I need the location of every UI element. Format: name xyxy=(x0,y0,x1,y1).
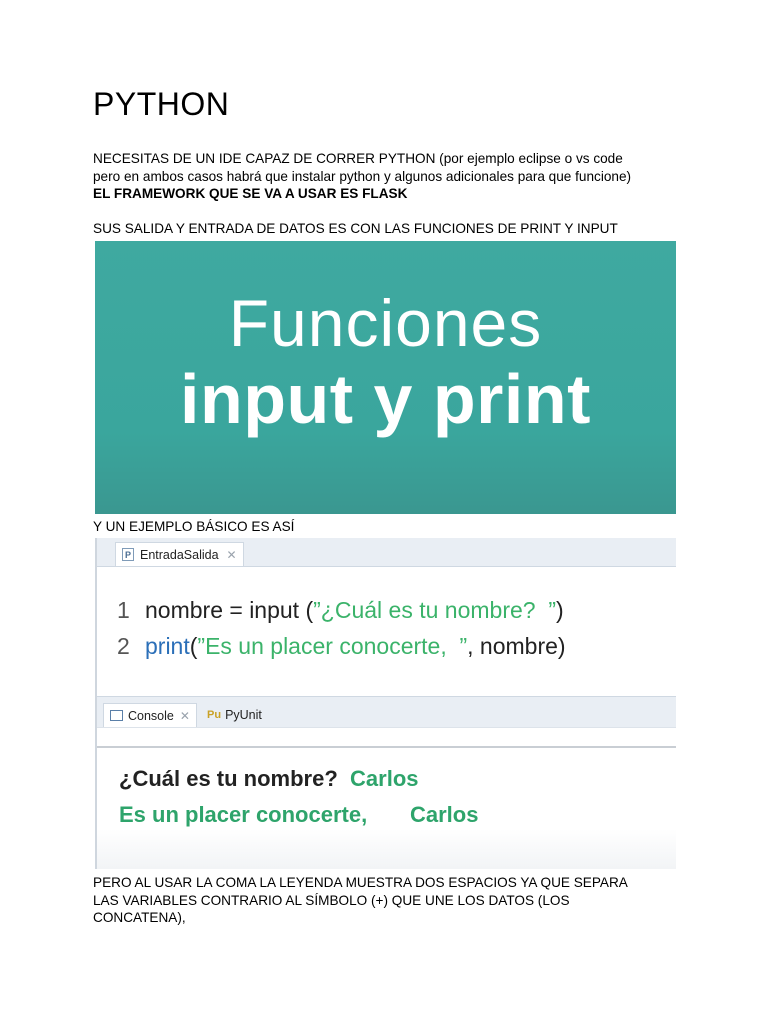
editor-tabbar xyxy=(97,538,676,567)
close-icon: ✕ xyxy=(179,708,190,723)
bottom-fade xyxy=(97,829,676,869)
console-output-greeting xyxy=(119,802,478,828)
closing-line-2: LAS VARIABLES CONTRARIO AL SÍMBOLO (+) QUE UNE LOS DATOS (LOS xyxy=(93,892,570,908)
io-paragraph: SUS SALIDA Y ENTRADA DE DATOS ES CON LAS FUNCIONES DE PRINT Y INPUT xyxy=(93,221,618,236)
code-keyword: print xyxy=(145,633,190,659)
code-text: , nombre) xyxy=(467,633,566,659)
code-string: ”Es un placer conocerte, ” xyxy=(197,633,468,659)
code-text: nombre = input ( xyxy=(145,597,314,623)
editor-tab xyxy=(115,542,244,566)
closing-line-1: PERO AL USAR LA COMA LA LEYENDA MUESTRA DOS ESPACIOS YA QUE SEPARA xyxy=(93,875,628,890)
page-title: PYTHON xyxy=(93,86,230,122)
close-icon: ✕ xyxy=(226,547,237,562)
intro-line-2: pero en ambos casos habrá que instalar python y algunos adicionales para que funcione) xyxy=(93,168,632,184)
framework-line: EL FRAMEWORK QUE SE VA A USAR ES FLASK xyxy=(93,186,408,201)
functions-banner-image xyxy=(95,241,676,514)
pyunit-tab-label: PyUnit xyxy=(225,708,262,722)
code-string: ”¿Cuál es tu nombre? ” xyxy=(313,597,556,623)
banner-line-2: input y print xyxy=(180,360,591,438)
line-number: 1 xyxy=(117,597,130,623)
code-text: ) xyxy=(556,597,564,623)
code-line-2 xyxy=(117,628,566,664)
line-number: 2 xyxy=(117,633,130,659)
banner-line-1: Funciones xyxy=(228,286,543,360)
ide-screenshot xyxy=(95,538,676,869)
editor-tab-label: EntradaSalida xyxy=(140,547,219,562)
console-tabbar xyxy=(97,696,676,728)
python-file-icon: P xyxy=(122,548,134,561)
output-question-text: ¿Cuál es tu nombre? xyxy=(119,766,338,791)
console-tab-label: Console xyxy=(128,708,174,723)
output-greeting-name: Carlos xyxy=(410,802,479,827)
closing-line-3: CONCATENA), xyxy=(93,910,186,925)
pyunit-tab xyxy=(201,703,268,727)
example-paragraph: Y UN EJEMPLO BÁSICO ES ASÍ xyxy=(93,519,295,534)
code-line-1 xyxy=(117,592,564,628)
pyunit-icon: Pu xyxy=(207,709,222,721)
intro-paragraph xyxy=(93,150,693,203)
console-icon xyxy=(110,710,123,721)
code-text: ( xyxy=(189,633,198,659)
output-greeting-text: Es un placer conocerte, xyxy=(119,802,368,827)
console-divider xyxy=(97,746,676,748)
intro-line-1: NECESITAS DE UN IDE CAPAZ DE CORRER PYTHON (por ejemplo eclipse o vs code xyxy=(93,151,623,166)
closing-paragraph xyxy=(93,874,693,927)
console-output-question xyxy=(119,766,419,792)
output-question-answer: Carlos xyxy=(350,766,419,791)
console-tab xyxy=(103,703,197,727)
